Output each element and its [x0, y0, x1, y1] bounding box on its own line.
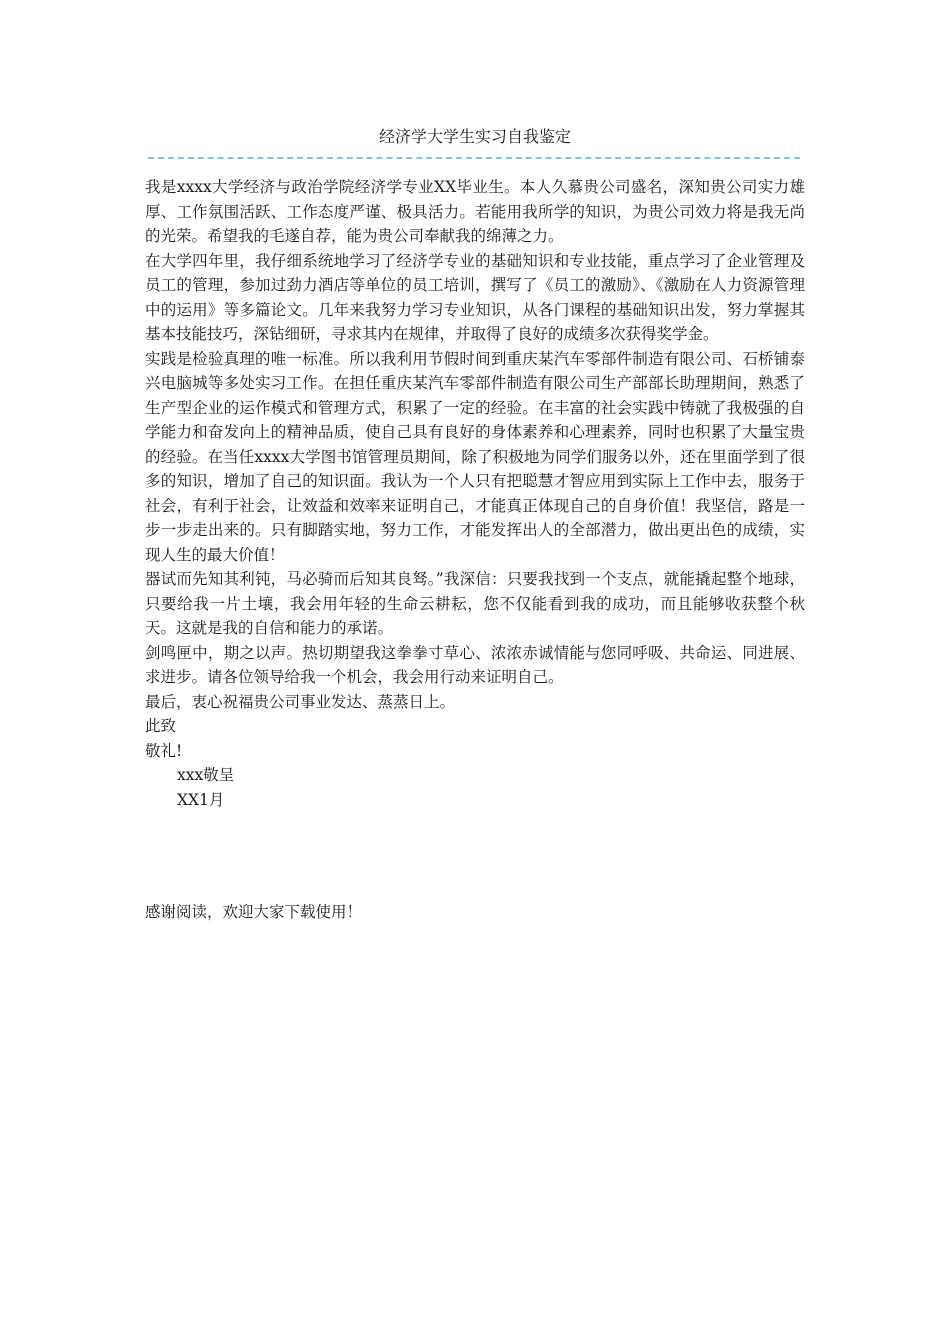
salutation-2: 敬礼! [145, 741, 183, 760]
date: XX1月 [177, 790, 225, 809]
paragraph-study: 在大学四年里，我仔细系统地学习了经济学专业的基础知识和专业技能，重点学习了企业管理及员工的管理，参加过劲力酒店等单位的员工培训，撰写了《员工的激励》、《激励在人力资源管理中的运用》等多篇论文。几年来我努力学习专业知识，从各门课程的基础知识出发，努力掌握其基本技能技巧，深钻细研，寻求其内在规律，并取得了良好的成绩多次获得奖学金。 [145, 251, 805, 343]
paragraph-belief: 器试而先知其利钝，马必骑而后知其良驽。”我深信：只要我找到一个支点，就能撬起整个地球，只要给我一片土壤，我会用年轻的生命云耕耘，您不仅能看到我的成功，而且能够收获整个秋天。这就是我的自信和能力的承诺。 [145, 570, 805, 637]
footer-note: 感谢阅读，欢迎大家下载使用！ [145, 903, 363, 921]
signature: xxx敬呈 [177, 766, 235, 784]
paragraph-practice: 实践是检验真理的唯一标准。所以我利用节假时间到重庆某汽车零部件制造有限公司、石桥铺泰兴电脑城等多处实习工作。在担任重庆某汽车零部件制造有限公司生产部部长助理期间，熟悉了生产型企业的运作模式和管理方式，积累了一定的经验。在丰富的社会实践中铸就了我极强的自学能力和奋发向上的精神品质，使自己具有良好的身体素养和心理素养，同时也积累了大量宝贵的经验。在当任xxxx大学图书馆管理员期间，除了积极地为同学们服务以外，还在里面学到了很多的知识，增加了自己的知识面。我认为一个人只有把聪慧才智应用到实际上工作中去，服务于社会，有利于社会，让效益和效率来证明自己，才能真正体现自己的自身价值！我坚信，路是一步一步走出来的。只有脚踏实地，努力工作，才能发挥出人的全部潜力，做出更出色的成绩，实现人生的最大价值！ [145, 349, 805, 564]
document-body [145, 175, 805, 812]
paragraph-hope: 剑鸣匣中，期之以声。热切期望我这拳拳寸草心、浓浓赤诚情能与您同呼吸、共命运、同进展、求进步。请各位领导给我一个机会，我会用行动来证明自己。 [145, 643, 805, 686]
title-divider [148, 157, 800, 159]
salutation-1: 此致 [145, 717, 177, 735]
document-title: 经济学大学生实习自我鉴定 [378, 127, 571, 146]
paragraph-intro: 我是xxxx大学经济与政治学院经济学专业XX毕业生。本人久慕贵公司盛名，深知贵公司实力雄厚、工作氛围活跃、工作态度严谨、极具活力。若能用我所学的知识，为贵公司效力将是我无尚的光荣。希望我的毛遂自荐，能为贵公司奉献我的绵薄之力。 [145, 178, 805, 245]
paragraph-closing: 最后，衷心祝福贵公司事业发达、蒸蒸日上。 [145, 692, 456, 711]
